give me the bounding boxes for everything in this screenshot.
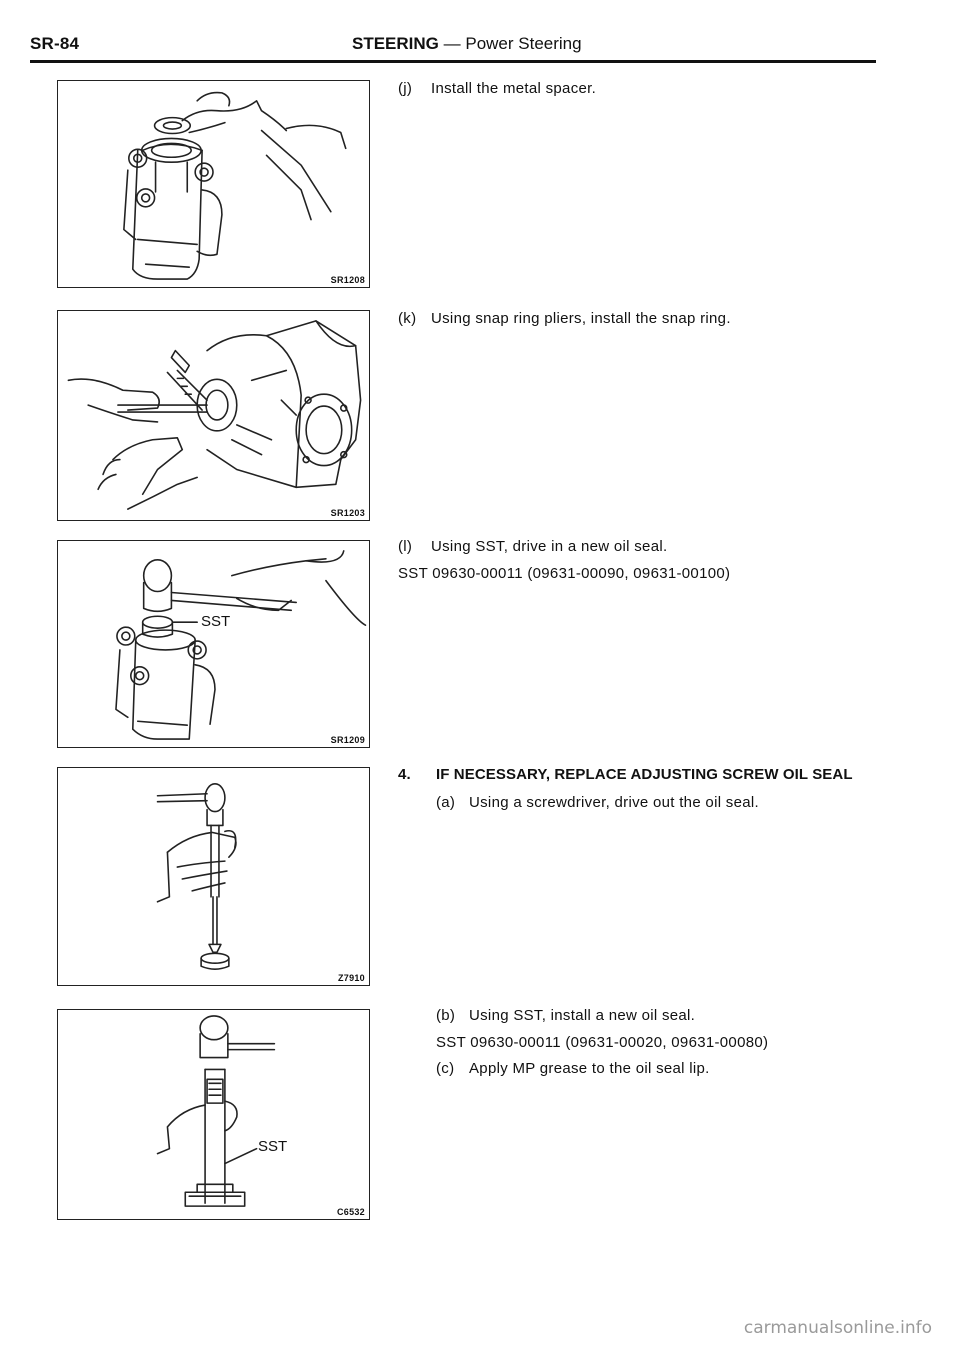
- step-text: Using a screwdriver, drive out the oil seal.: [469, 794, 759, 811]
- header-rule: [30, 60, 876, 63]
- hammer-sst-install-illustration: [58, 1010, 369, 1219]
- step-label: (b): [436, 1007, 456, 1024]
- figure-drive-seal: [57, 540, 370, 748]
- figure-code: Z7910: [337, 973, 365, 983]
- figure-code: SR1209: [330, 735, 365, 745]
- step-j: [398, 78, 596, 100]
- housing-spacer-illustration: [58, 81, 369, 287]
- step-text: Using snap ring pliers, install the snap ring.: [431, 310, 731, 327]
- step-label: (a): [436, 794, 456, 811]
- section-title: IF NECESSARY, REPLACE ADJUSTING SCREW OIL SEAL: [436, 766, 853, 783]
- step-b: [436, 1005, 695, 1027]
- step-label: (j): [398, 80, 413, 97]
- step-text: Using SST, drive in a new oil seal.: [431, 538, 668, 555]
- subsection-name: Power Steering: [465, 34, 582, 53]
- sst-callout: SST: [258, 1138, 288, 1155]
- step-a: [436, 792, 759, 814]
- step-text: Apply MP grease to the oil seal lip.: [469, 1060, 710, 1077]
- title-separator: —: [438, 34, 466, 53]
- step-l: [398, 536, 667, 558]
- section-number: 4.: [398, 766, 411, 783]
- page-title: [352, 34, 582, 54]
- figure-code: SR1203: [330, 508, 365, 518]
- figure-metal-spacer: [57, 80, 370, 288]
- section-name: STEERING: [352, 34, 439, 53]
- sst-number-b: SST 09630-00011 (09631-00020, 09631-00080): [436, 1034, 769, 1051]
- watermark: carmanualsonline.info: [743, 1318, 932, 1338]
- figure-snap-ring: [57, 310, 370, 521]
- sst-number-l: SST 09630-00011 (09631-00090, 09631-00100): [398, 565, 731, 582]
- step-text: Using SST, install a new oil seal.: [469, 1007, 696, 1024]
- step-label: (k): [398, 310, 417, 327]
- figure-install-seal: [57, 1009, 370, 1220]
- figure-code: SR1208: [330, 275, 365, 285]
- step-label: (l): [398, 538, 413, 555]
- figure-drive-out-seal: [57, 767, 370, 986]
- hammer-screwdriver-illustration: [58, 768, 369, 985]
- hammer-sst-illustration: [58, 541, 369, 747]
- step-k: [398, 308, 731, 330]
- gearbox-pliers-illustration: [58, 311, 369, 520]
- step-text: Install the metal spacer.: [431, 80, 597, 97]
- sst-callout: SST: [201, 613, 231, 630]
- section-4-heading: [398, 766, 853, 783]
- step-c: [436, 1058, 710, 1080]
- page-code: SR-84: [30, 34, 80, 53]
- step-label: (c): [436, 1060, 455, 1077]
- figure-code: C6532: [336, 1207, 365, 1217]
